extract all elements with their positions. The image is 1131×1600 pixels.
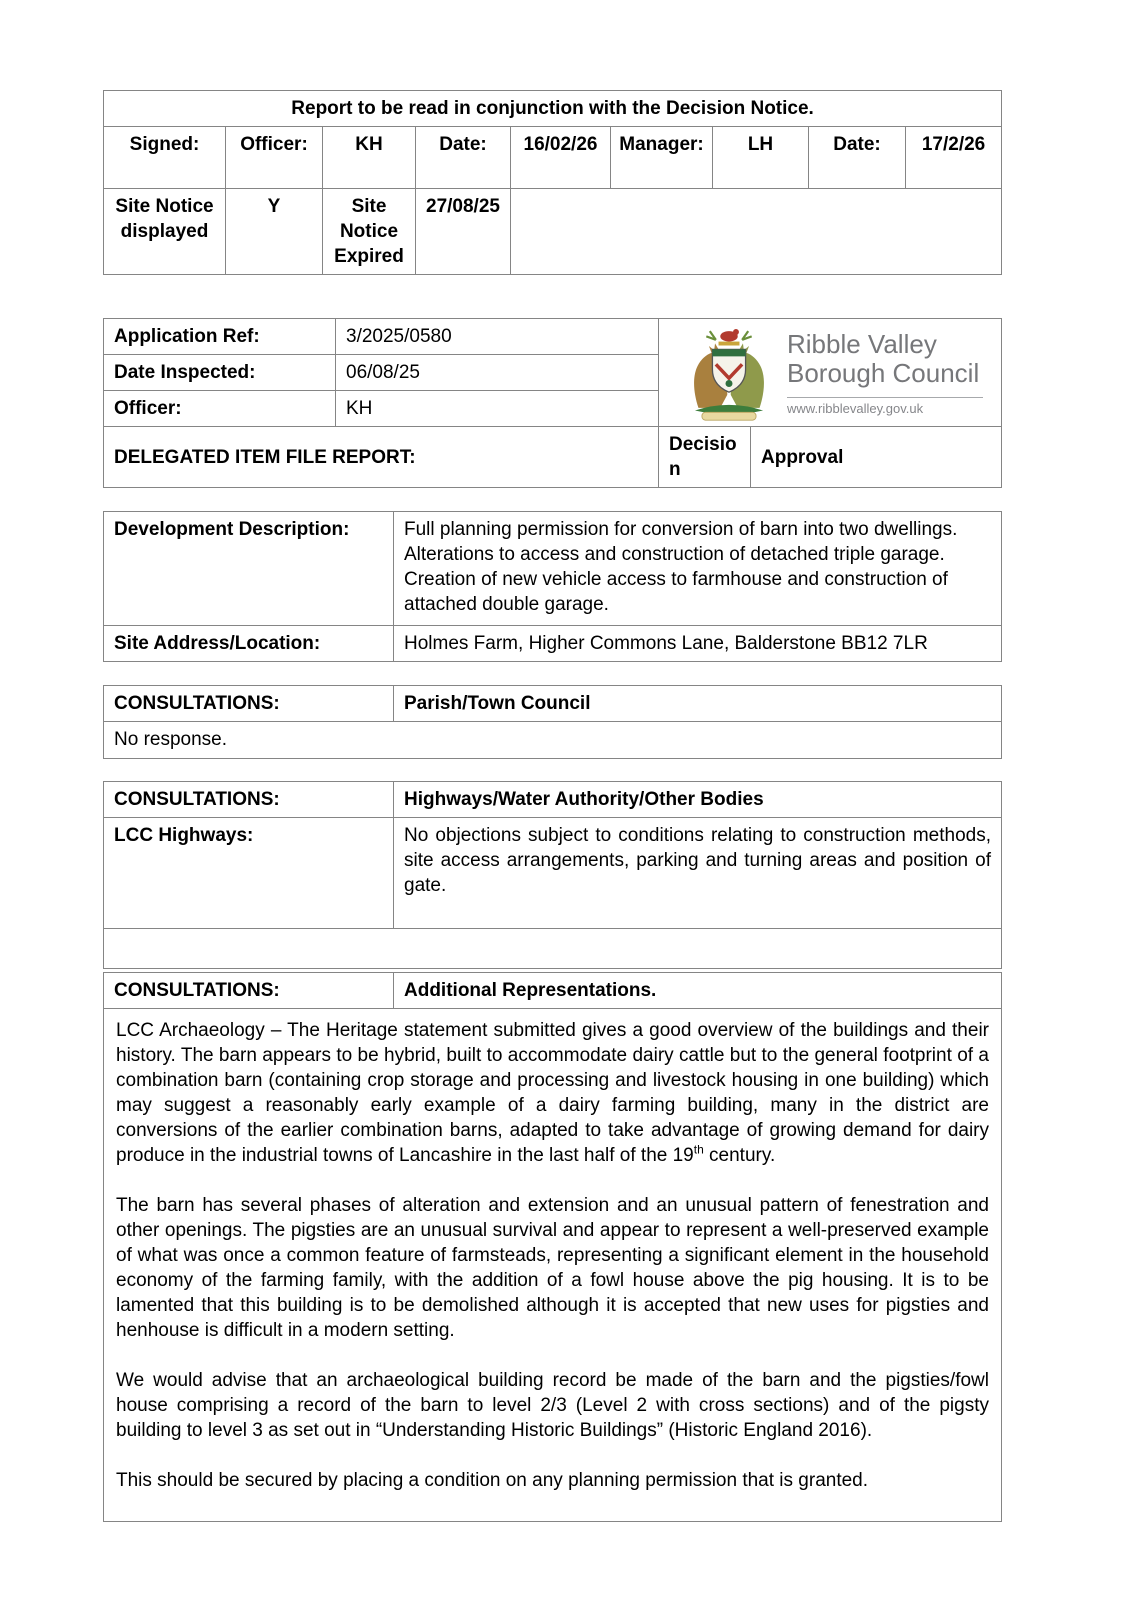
council-crest-icon: [681, 324, 777, 422]
development-description-value: Full planning permission for conversion of barn into two dwellings. Alterations to access and construction of detached triple garage. Creation of new vehicle access to farmhouse and construction of attached double garage.: [394, 512, 1002, 626]
officer-value: KH: [323, 127, 416, 189]
archaeology-paragraph-2: The barn has several phases of alteration and extension and an unusual pattern of fenestration and other openings. The pigsties are an unusual survival and appear to represent a well-preserved example of what was once a common feature of farmsteads, representing a significant element in the household economy of the farming family, with the addition of a fowl house above the pig housing. It is to be lamented that this building is to be demolished although it is accepted that new uses for pigsties and henhouse is difficult in a modern setting.: [116, 1195, 989, 1341]
date-inspected-value: 06/08/25: [336, 355, 659, 391]
consultations-additional-table: [103, 972, 1002, 1522]
report-header-table: [103, 318, 1002, 488]
empty-cell: [511, 189, 1002, 275]
manager-label: Manager:: [611, 127, 713, 189]
application-ref-label: Application Ref:: [104, 319, 336, 355]
council-name-line1: Ribble Valley: [787, 328, 937, 359]
additional-representations-body: [104, 1009, 1002, 1522]
archaeology-paragraph-1: [116, 1018, 989, 1168]
date-value-1: 16/02/26: [511, 127, 611, 189]
parish-response: No response.: [104, 722, 1002, 759]
development-description-label: Development Description:: [104, 512, 394, 626]
date-label-2: Date:: [809, 127, 906, 189]
site-address-value: Holmes Farm, Higher Commons Lane, Balderstone BB12 7LR: [394, 626, 1002, 662]
highways-heading: Highways/Water Authority/Other Bodies: [394, 782, 1002, 818]
lcc-highways-response: No objections subject to conditions relating to construction methods, site access arrangements, parking and turning areas and position of gate.: [394, 818, 1002, 929]
empty-cell: [104, 929, 1002, 969]
signed-label: Signed:: [104, 127, 226, 189]
manager-value: LH: [713, 127, 809, 189]
decision-value: Approval: [751, 427, 1002, 488]
parish-town-council-heading: Parish/Town Council: [394, 686, 1002, 722]
date-label-1: Date:: [416, 127, 511, 189]
ordinal-superscript: th: [693, 1142, 704, 1157]
inspecting-officer-label: Officer:: [104, 391, 336, 427]
logo-divider: [787, 397, 983, 398]
report-content: [103, 90, 1001, 1522]
site-notice-displayed-label: Site Notice displayed: [104, 189, 226, 275]
site-notice-expired-value: 27/08/25: [416, 189, 511, 275]
officer-label: Officer:: [226, 127, 323, 189]
council-website: www.ribblevalley.gov.uk: [787, 400, 924, 416]
date-inspected-label: Date Inspected:: [104, 355, 336, 391]
signoff-table: [103, 90, 1002, 275]
council-logo: [659, 319, 1002, 427]
council-logo-wrap: [659, 320, 1001, 426]
archaeology-paragraph-4: This should be secured by placing a condition on any planning permission that is granted.: [116, 1470, 869, 1491]
decision-label: Decision: [659, 427, 751, 488]
site-address-label: Site Address/Location:: [104, 626, 394, 662]
consultations-label-parish: CONSULTATIONS:: [104, 686, 394, 722]
additional-representations-heading: Additional Representations.: [394, 973, 1002, 1009]
consultations-highways-table: [103, 781, 1002, 969]
report-title: Report to be read in conjunction with the Decision Notice.: [104, 91, 1002, 127]
development-table: [103, 511, 1002, 662]
archaeology-paragraph-3: We would advise that an archaeological building record be made of the barn and the pigsties/fowl house comprising a record of the barn to level 2/3 (Level 2 with cross sections) and of the pigsty building to level 3 as set out in “Understanding Historic Buildings” (Historic England 2016).: [116, 1370, 989, 1441]
council-logo-text: [787, 330, 983, 416]
site-notice-expired-label: Site Notice Expired: [323, 189, 416, 275]
lcc-highways-label: LCC Highways:: [104, 818, 394, 929]
consultations-parish-table: [103, 685, 1002, 759]
consultations-label-highways: CONSULTATIONS:: [104, 782, 394, 818]
date-value-2: 17/2/26: [906, 127, 1002, 189]
paragraph-1-text: LCC Archaeology – The Heritage statement submitted gives a good overview of the buildings and their history. The barn appears to be hybrid, built to accommodate dairy cattle but to the general footprint of a combination barn (containing crop storage and processing and livestock housing in one building) which may suggest a reasonably early example of a dairy farming building, many in the district are conversions of the earlier combination barns, adapted to take advantage of growing demand for dairy produce in the industrial towns of Lancashire in the last half of the 19: [116, 1020, 989, 1166]
application-ref-value: 3/2025/0580: [336, 319, 659, 355]
council-name-line2: Borough Council: [787, 357, 980, 388]
inspecting-officer-value: KH: [336, 391, 659, 427]
site-notice-displayed-value: Y: [226, 189, 323, 275]
paragraph-1-tail: century.: [703, 1145, 776, 1166]
delegated-item-label: DELEGATED ITEM FILE REPORT:: [104, 427, 659, 488]
consultations-label-additional: CONSULTATIONS:: [104, 973, 394, 1009]
